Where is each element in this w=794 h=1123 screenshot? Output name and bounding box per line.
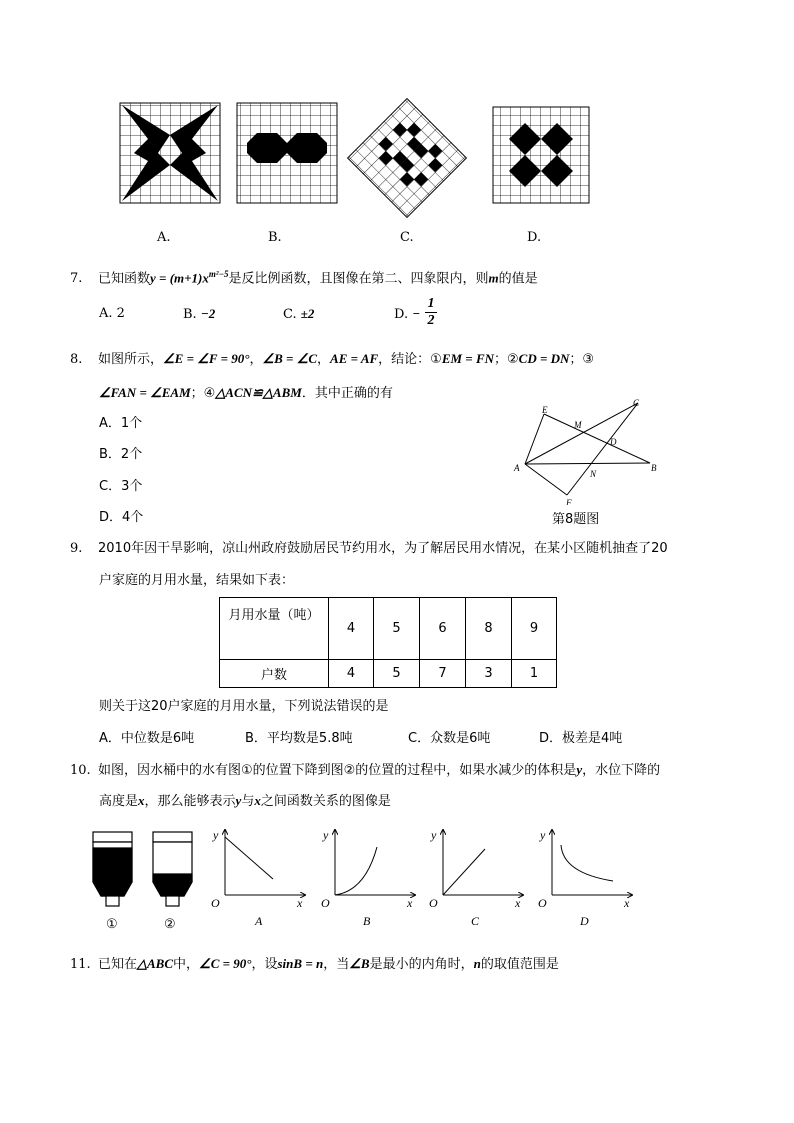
graph-b — [335, 830, 415, 895]
q10-line1-post: ，水位下降的 — [582, 763, 661, 778]
q9-line1-text: 2010年因干旱影响，凉山州政府鼓励居民节约用水，为了解居民用水情况，在某小区随机抽查了20 — [98, 541, 668, 556]
q8-post: ．其中正确的有 — [301, 386, 393, 401]
bucket-2 — [153, 832, 192, 906]
q7-d-den: 2 — [427, 313, 435, 328]
q10-bucket-label-2: ② — [164, 916, 176, 931]
q8-pt-b: B — [651, 463, 657, 473]
q11-tri: △ABC — [137, 956, 174, 971]
q10-num: 10. — [70, 763, 91, 778]
graph-c-y: y — [431, 828, 437, 842]
q8-pre: 如图所示， — [98, 352, 164, 367]
q11-post: 的取值范围是 — [480, 957, 559, 972]
q9-row2-cell: 4 — [329, 660, 374, 688]
graph-a-o: O — [211, 896, 220, 910]
q9-line1 — [70, 541, 668, 557]
q8-sepb: ；③ — [569, 352, 595, 367]
q8-line2 — [99, 385, 393, 402]
figure-a — [120, 103, 220, 203]
q9-num: 9. — [70, 541, 83, 556]
graph-a-y: y — [213, 828, 219, 842]
q8-pt-f: F — [566, 498, 572, 505]
q10-var-x: x — [138, 793, 145, 808]
q6-label-a: A. — [157, 230, 171, 245]
q10-bucket-label-1: ① — [106, 916, 118, 931]
graph-c-x: x — [515, 896, 521, 910]
q8-line1 — [70, 351, 594, 368]
q8-figure-caption: 第8题图 — [552, 512, 600, 527]
q6-label-c: C. — [400, 230, 414, 245]
q9-row1-cell: 9 — [512, 598, 557, 660]
graph-a-label: A — [255, 914, 263, 928]
q9-row2-cell: 5 — [374, 660, 420, 688]
q11-sin: sinB = n — [277, 956, 324, 971]
q8-cond2: ∠B = ∠C — [262, 351, 318, 366]
q9-row2-cell: 1 — [512, 660, 557, 688]
q8-c1: EM = FN — [441, 351, 495, 366]
q9-row2-cell: 7 — [420, 660, 466, 688]
graph-a-x: x — [297, 896, 303, 910]
q9-option-d: D．极差是4吨 — [539, 731, 623, 746]
q7-b-value: −2 — [200, 306, 216, 321]
q9-row1-cell: 6 — [420, 598, 466, 660]
q10-line2 — [99, 793, 391, 810]
q8-option-b: B．2个 — [99, 447, 143, 462]
graph-c — [443, 830, 523, 895]
q7-formula: y = (m+1)x — [150, 270, 209, 286]
graph-c-label: C — [471, 914, 480, 928]
q10-graphs — [205, 825, 645, 930]
table-row — [220, 598, 557, 660]
q6-label-b: B. — [268, 230, 282, 245]
q10-line1 — [70, 762, 660, 779]
graph-b-o: O — [321, 896, 330, 910]
q11-mid3: ，当 — [323, 957, 350, 972]
q11-pre: 已知在 — [98, 957, 138, 972]
graph-d-y: y — [540, 828, 546, 842]
q8-option-c: C．3个 — [99, 479, 143, 494]
q7-d-label: D. — [394, 307, 409, 322]
q10-var-y2: y — [235, 793, 242, 808]
q8-pt-c: C — [633, 398, 640, 408]
q8-c2: CD = DN — [518, 351, 570, 366]
q11-var-n: n — [473, 956, 481, 971]
graph-b-y: y — [323, 828, 329, 842]
q8-pt-a: A — [514, 463, 520, 473]
q7-d-fraction — [425, 296, 437, 329]
figure-d — [493, 107, 589, 203]
q7-pre: 已知函数 — [98, 271, 151, 287]
q7-post: 的值是 — [498, 271, 538, 287]
q10-line2-post: 之间函数关系的图像是 — [260, 794, 391, 809]
q8-sepa: ；② — [494, 352, 519, 367]
q9-row1-cell: 5 — [374, 598, 420, 660]
q8-figure — [505, 395, 675, 505]
q10-line1-pre: 如图，因水桶中的水有图①的位置下降到图②的位置的过程中，如果水减少的体积是 — [98, 763, 577, 778]
q9-table — [219, 597, 557, 688]
q8-sep1: ， — [249, 352, 263, 367]
q8-cond3: AE = AF — [330, 351, 379, 366]
q7-c-value: ±2 — [300, 306, 315, 321]
q7-stem — [70, 266, 538, 287]
q8-pt-n: N — [590, 469, 597, 479]
q9-question: 则关于这20户家庭的月用水量，下列说法错误的是 — [99, 699, 389, 714]
graph-b-label: B — [363, 914, 371, 928]
q7-option-b — [183, 306, 215, 323]
q11-mid1: 中， — [173, 957, 200, 972]
q7-option-d — [394, 306, 420, 323]
q8-num: 8. — [70, 352, 83, 367]
q9-option-a: A．中位数是6吨 — [99, 731, 195, 746]
q9-row2-cell: 3 — [466, 660, 512, 688]
q8-pt-e: E — [542, 405, 548, 415]
q9-option-c: C．众数是6吨 — [408, 731, 491, 746]
q7-num: 7. — [70, 271, 83, 287]
q9-row1-cell: 8 — [466, 598, 512, 660]
q10-line2-mid: ，那么能够表示 — [144, 794, 236, 809]
q7-d-num: 1 — [425, 296, 437, 313]
q7-b-label: B. — [183, 307, 197, 322]
q8-cond1: ∠E = ∠F = 90° — [163, 351, 250, 366]
graph-b-x: x — [407, 896, 413, 910]
q10-var-y: y — [576, 762, 583, 777]
q8-c3: ∠FAN = ∠EAM — [99, 385, 191, 400]
q11-angle: ∠C = 90° — [199, 956, 252, 971]
q7-var: m — [488, 270, 499, 286]
graph-d-o: O — [538, 896, 547, 910]
q9-row1-cell: 4 — [329, 598, 374, 660]
q10-line2-pre: 高度是 — [99, 794, 139, 809]
q9-line2: 户家庭的月用水量，结果如下表： — [99, 573, 295, 588]
q7-option-c — [283, 306, 314, 323]
bucket-1 — [93, 832, 132, 906]
q7-a-value: 2 — [116, 306, 125, 321]
q7-c-label: C. — [283, 307, 297, 322]
table-row — [220, 660, 557, 688]
q9-option-b: B．平均数是5.8吨 — [245, 731, 353, 746]
q11-num: 11. — [70, 957, 91, 972]
graph-d — [552, 830, 632, 895]
q11-mid4: 是最小的内角时， — [369, 957, 474, 972]
graph-d-x: x — [624, 896, 630, 910]
q8-pt-d: D — [610, 437, 617, 447]
q10-var-x2: x — [254, 793, 261, 808]
q11-stem — [70, 956, 559, 973]
figure-b — [237, 103, 337, 203]
q11-angleB: ∠B — [349, 956, 370, 971]
q7-a-label: A. — [99, 306, 113, 321]
q10-buckets — [88, 830, 208, 934]
q8-c4: △ACN≌△ABM — [215, 385, 302, 400]
q10-line2-mid2: 与 — [241, 794, 255, 809]
q8-pt-m: M — [574, 420, 582, 430]
figure-c — [348, 99, 467, 218]
q7-d-sign: − — [412, 306, 421, 321]
q8-sepc: ；④ — [190, 386, 216, 401]
q6-figures — [100, 95, 600, 225]
q6-label-d: D. — [527, 230, 542, 245]
graph-c-o: O — [429, 896, 438, 910]
q8-option-a: A．1个 — [99, 416, 143, 431]
q8-conc: ，结论：① — [378, 352, 442, 367]
q9-row1-header: 月用水量（吨） — [220, 598, 329, 660]
q11-mid2: ，设 — [251, 957, 278, 972]
q7-mid: 是反比例函数，且图像在第二、四象限内，则 — [228, 271, 489, 287]
q9-row2-header: 户数 — [220, 660, 329, 688]
q7-exponent: m²−5 — [208, 269, 229, 279]
q8-sep2: ， — [317, 352, 331, 367]
graph-d-label: D — [580, 914, 589, 928]
q7-option-a — [99, 306, 125, 322]
graph-a — [225, 830, 305, 895]
q8-option-d: D．4个 — [99, 510, 144, 525]
